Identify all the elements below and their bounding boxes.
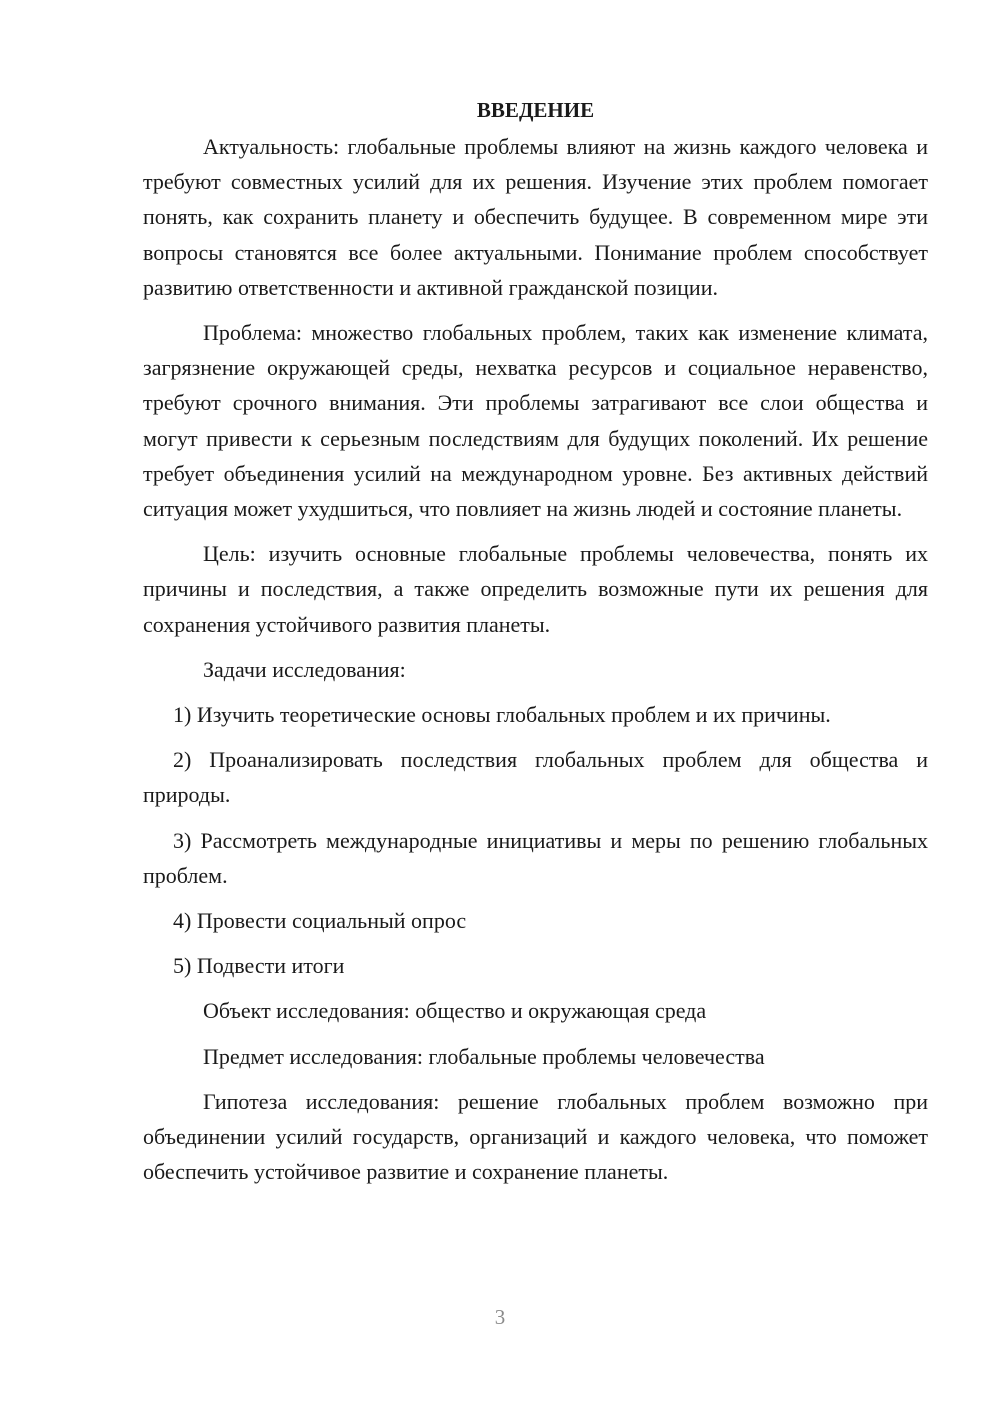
paragraph-goal: Цель: изучить основные глобальные проблемы человечества, понять их причины и последствия, а также определить возможные пути их решения для сохранения устойчивого развития планеты. [143, 541, 928, 637]
paragraph-hypothesis: Гипотеза исследования: решение глобальных проблем возможно при объединении усилий государств, организаций и каждого человека, что поможет обеспечить устойчивое развитие и сохранение планеты. [143, 1088, 928, 1185]
paragraph-relevance: Актуальность: глобальные проблемы влияют на жизнь каждого человека и требуют совместных усилий для их решения. Изучение этих проблем помогает понять, как сохранить планету и обеспечить будущее. В современном мире эти вопросы становятся все более актуальными. Понимание проблем способствует развитию ответственности и активной гражданской позиции. [143, 134, 928, 300]
document-page [143, 93, 928, 1189]
paragraph-object: Объект исследования: общество и окружающая среда [203, 998, 707, 1024]
task-item: 4) Провести социальный опрос [173, 908, 467, 934]
task-item: 1) Изучить теоретические основы глобальных проблем и их причины. [173, 702, 831, 728]
section-title: ВВЕДЕНИЕ [476, 98, 595, 122]
task-item: 5) Подвести итоги [173, 953, 345, 979]
paragraph-problem: Проблема: множество глобальных проблем, таких как изменение климата, загрязнение окружающей среды, нехватка ресурсов и социальное неравенство, требуют срочного внимания. Эти проблемы затрагивают все слои общества и могут привести к серьезным последствиям для будущих поколений. Их решение требует объединения усилий на международном уровне. Без активных действий ситуация может ухудшиться, что повлияет на жизнь людей и состояние планеты. [143, 320, 928, 522]
task-item: 2) Проанализировать последствия глобальных проблем для общества и природы. [143, 747, 928, 808]
task-item: 3) Рассмотреть международные инициативы и меры по решению глобальных проблем. [143, 827, 928, 888]
tasks-heading: Задачи исследования: [203, 656, 406, 682]
paragraph-subject: Предмет исследования: глобальные проблемы человечества [203, 1043, 765, 1069]
page-number: 3 [494, 1305, 506, 1329]
